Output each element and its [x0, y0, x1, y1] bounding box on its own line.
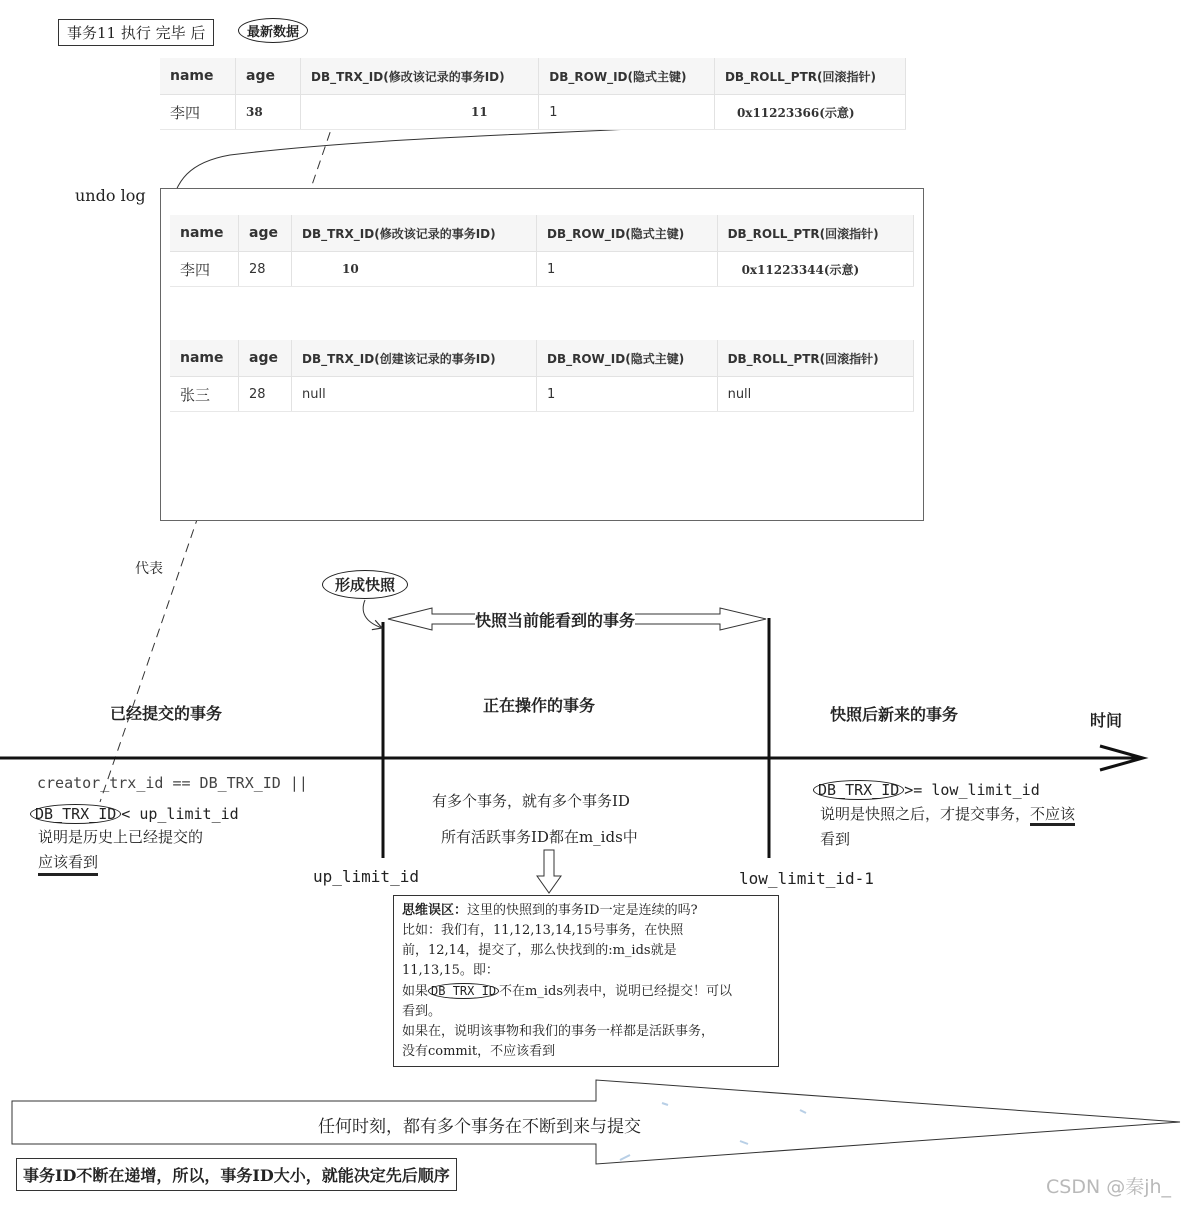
- misconception-if: 如果: [402, 984, 429, 999]
- cell-row-id: 1: [539, 95, 715, 130]
- left-note-compare: < up_limit_id: [121, 805, 239, 823]
- section-new: 快照后新来的事务: [830, 705, 959, 724]
- cell-roll-ptr: 0x11223344(示意): [717, 252, 913, 287]
- table-header-row: [160, 58, 906, 95]
- col-name: name: [170, 215, 239, 252]
- snapshot-pointer: [363, 600, 382, 628]
- cell-trx-id: 11: [301, 95, 539, 130]
- misconception-line: 前，12,14，提交了，那么快找到的:m_ids就是: [402, 943, 677, 958]
- trx-id-oval: DB_TRX_ID: [30, 804, 121, 824]
- cell-age: 38: [236, 95, 301, 130]
- cell-roll-ptr: 0x11223366(示意): [714, 95, 905, 130]
- undo-record-2-table: [170, 340, 914, 412]
- left-note-line3: 说明是历史上已经提交的: [38, 828, 204, 846]
- visible-range-label: 快照当前能看到的事务: [475, 608, 635, 631]
- left-note-line1: creator_trx_id == DB_TRX_ID ||: [37, 774, 308, 792]
- cell-row-id: 1: [537, 252, 718, 287]
- table-row: [170, 377, 914, 412]
- middle-note-line2: 所有活跃事务ID都在m_ids中: [441, 828, 638, 846]
- col-roll-ptr: DB_ROLL_PTR(回滚指针): [717, 340, 913, 377]
- undo-log-title: undo log: [75, 186, 146, 205]
- misconception-line: [402, 981, 772, 1002]
- form-snapshot-badge: 形成快照: [322, 570, 408, 599]
- col-age: age: [236, 58, 301, 95]
- misconception-line: 比如：我们有，11,12,13,14,15号事务，在快照: [402, 923, 684, 938]
- right-note-line3: 看到: [820, 830, 851, 848]
- up-limit-label: up_limit_id: [313, 867, 419, 886]
- trx-id-oval-box: DB_TRX_ID: [428, 983, 499, 999]
- cell-row-id: 1: [537, 377, 718, 412]
- misconception-line: 如果在，说明该事物和我们的事务一样都是活跃事务，: [402, 1024, 715, 1039]
- middle-note-line1: 有多个事务，就有多个事务ID: [432, 792, 630, 810]
- col-age: age: [239, 340, 292, 377]
- cell-name: 李四: [170, 252, 239, 287]
- down-arrow: [537, 850, 561, 893]
- table-row: [160, 95, 906, 130]
- misconception-box: [393, 895, 779, 1067]
- col-row-id: DB_ROW_ID(隐式主键): [537, 340, 718, 377]
- section-active: 正在操作的事务: [483, 696, 596, 715]
- col-roll-ptr: DB_ROLL_PTR(回滚指针): [717, 215, 913, 252]
- latest-data-badge: 最新数据: [238, 18, 308, 43]
- table-row: [170, 252, 914, 287]
- latest-record-table: [160, 58, 906, 130]
- big-arrow-text: 任何时刻，都有多个事务在不断到来与提交: [318, 1117, 641, 1137]
- misconception-line: 没有commit，不应该看到: [402, 1044, 556, 1059]
- cell-roll-ptr: null: [717, 377, 913, 412]
- cell-name: 李四: [160, 95, 236, 130]
- misconception-not-in: 不在m_ids列表中，说明已经提交！可以: [499, 984, 733, 999]
- misconception-line: 11,13,15。即：: [402, 963, 499, 978]
- cell-age: 28: [239, 377, 292, 412]
- right-note-compare: >= low_limit_id: [904, 781, 1040, 799]
- right-note-emphasis: 不应该: [1030, 805, 1075, 826]
- table-header-row: [170, 340, 914, 377]
- time-label: 时间: [1090, 711, 1123, 730]
- col-trx-id: DB_TRX_ID(修改该记录的事务ID): [301, 58, 539, 95]
- right-note-text: 说明是快照之后，才提交事务，: [820, 805, 1031, 823]
- misconception-line: 看到。: [402, 1004, 442, 1019]
- cell-trx-id: null: [292, 377, 537, 412]
- increment-note-box: 事务ID不断在递增，所以，事务ID大小，就能决定先后顺序: [16, 1158, 457, 1191]
- misconception-title-line: [402, 901, 772, 921]
- cell-age: 28: [239, 252, 292, 287]
- col-trx-id: DB_TRX_ID(创建该记录的事务ID): [292, 340, 537, 377]
- cell-trx-id: 10: [292, 252, 537, 287]
- misconception-question: 这里的快照到的事务ID一定是连续的吗?: [467, 903, 698, 918]
- col-name: name: [170, 340, 239, 377]
- table-header-row: [170, 215, 914, 252]
- right-note-line1: [813, 778, 1040, 802]
- col-age: age: [239, 215, 292, 252]
- col-trx-id: DB_TRX_ID(修改该记录的事务ID): [292, 215, 537, 252]
- col-roll-ptr: DB_ROLL_PTR(回滚指针): [714, 58, 905, 95]
- col-row-id: DB_ROW_ID(隐式主键): [539, 58, 715, 95]
- col-row-id: DB_ROW_ID(隐式主键): [537, 215, 718, 252]
- col-name: name: [160, 58, 236, 95]
- low-limit-label: low_limit_id-1: [739, 869, 874, 888]
- section-committed: 已经提交的事务: [110, 704, 223, 723]
- header-caption: 事务11 执行 完毕 后: [58, 19, 214, 46]
- left-note-line2: [30, 802, 239, 826]
- watermark: CSDN @秦jh_: [1046, 1176, 1172, 1198]
- cell-name: 张三: [170, 377, 239, 412]
- represent-label: 代表: [135, 561, 163, 577]
- left-note-line4: 应该看到: [38, 851, 98, 876]
- trx-id-oval-right: DB_TRX_ID: [813, 780, 904, 800]
- undo-record-1-table: [170, 215, 914, 287]
- misconception-title: 思维误区：: [402, 903, 468, 918]
- right-note-line2: [820, 802, 1075, 826]
